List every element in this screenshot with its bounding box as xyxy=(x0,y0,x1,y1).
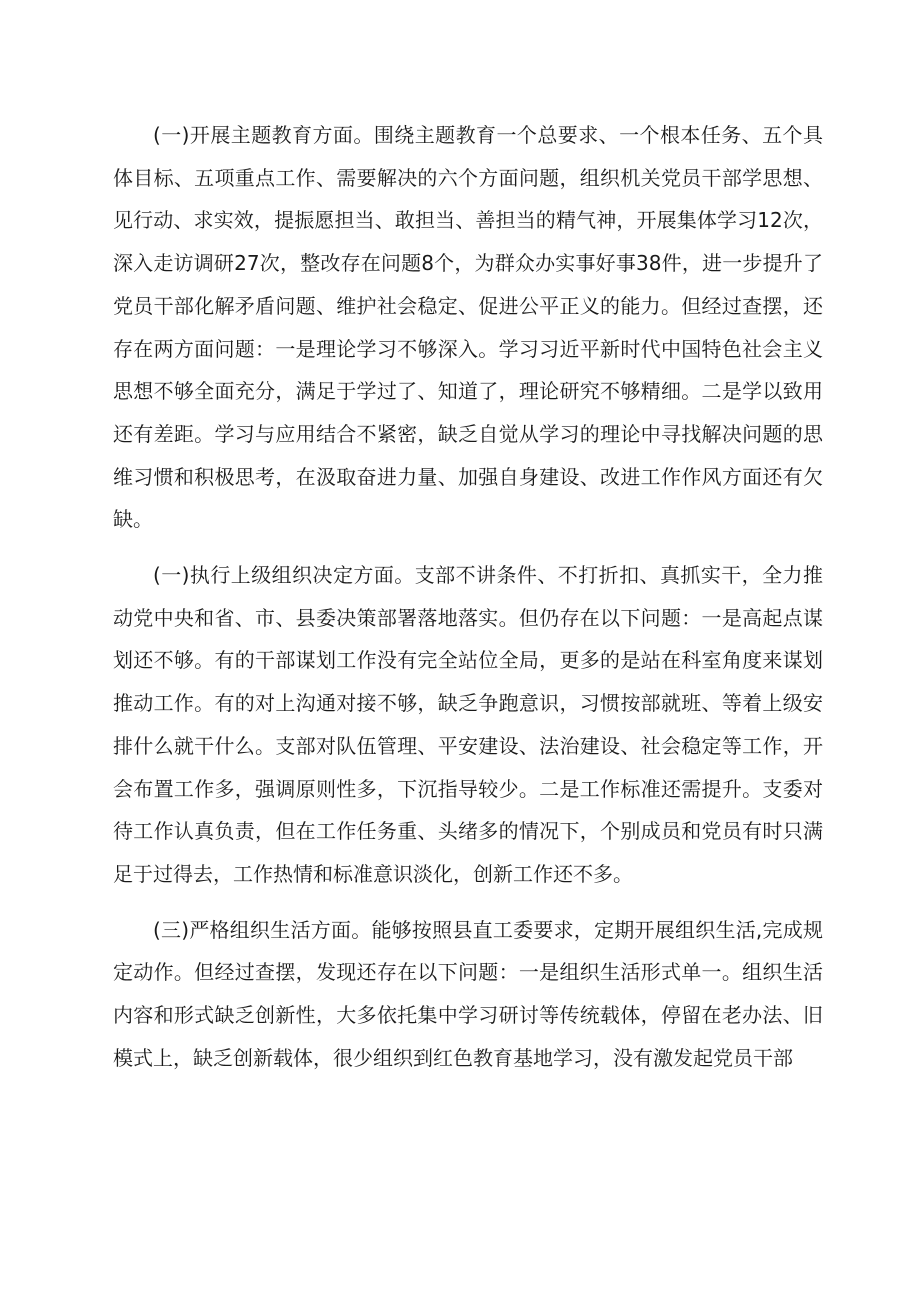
paragraph-execute-decisions: (一)执行上级组织决定方面。支部不讲条件、不打折扣、真抓实干，全力推动党中央和省、市、县委决策部署落地落实。但仍存在以下问题：一是高起点谋划还不够。有的干部谋划工作没有完全站位全局，更多的是站在科室角度来谋划推动工作。有的对上沟通对接不够，缺乏争跑意识，习惯按部就班、等着上级安排什么就干什么。支部对队伍管理、平安建设、法治建设、社会稳定等工作，开会布置工作多，强调原则性多，下沉指导较少。二是工作标准还需提升。支委对待工作认真负责，但在工作任务重、头绪多的情况下，个别成员和党员有时只满足于过得去，工作热情和标准意识淡化，创新工作还不多。 xyxy=(113,563,823,886)
paragraph-theme-education: (一)开展主题教育方面。围绕主题教育一个总要求、一个根本任务、五个具体目标、五项重点工作、需要解决的六个方面问题，组织机关党员干部学思想、见行动、求实效，提振愿担当、敢担当、善担当的精气神，开展集体学习12次，深入走访调研27次，整改存在问题8个，为群众办实事好事38件，进一步提升了党员干部化解矛盾问题、维护社会稳定、促进公平正义的能力。但经过查摆，还存在两方面问题：一是理论学习不够深入。学习习近平新时代中国特色社会主义思想不够全面充分，满足于学过了、知道了，理论研究不够精细。二是学以致用还有差距。学习与应用结合不紧密，缺乏自觉从学习的理论中寻找解决问题的思维习惯和积极思考，在汲取奋进力量、加强自身建设、改进工作作风方面还有欠缺。 xyxy=(113,123,823,532)
document-body xyxy=(113,114,823,1079)
paragraph-organization-life: (三)严格组织生活方面。能够按照县直工委要求，定期开展组织生活,完成规定动作。但经过查摆，发现还存在以下问题：一是组织生活形式单一。组织生活内容和形式缺乏创新性，大多依托集中学习研讨等传统载体，停留在老办法、旧模式上，缺乏创新载体，很少组织到红色教育基地学习，没有激发起党员干部 xyxy=(113,917,823,1070)
